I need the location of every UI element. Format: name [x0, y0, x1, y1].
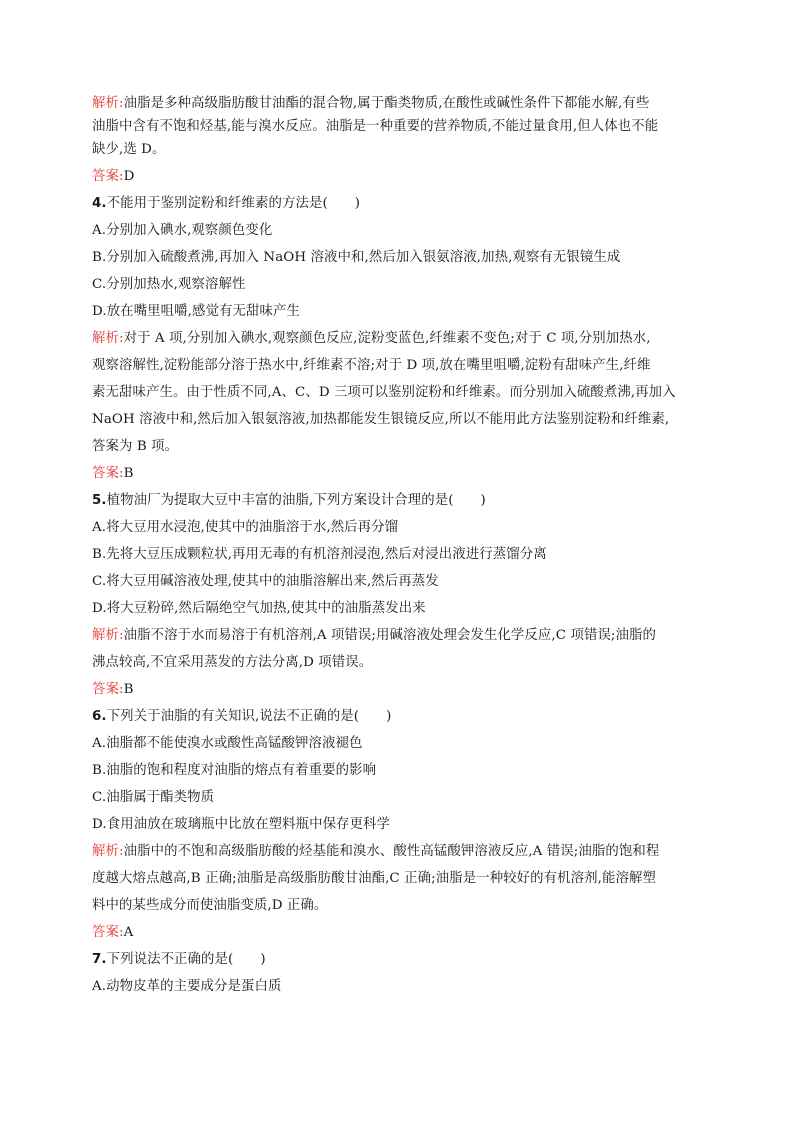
answer-value: D	[123, 169, 135, 184]
question-number: 6.	[92, 709, 107, 724]
question-5-analysis	[92, 624, 704, 674]
question-text: 下列关于油脂的有关知识,说法不正确的是( )	[106, 709, 392, 724]
option-a: A.动物皮革的主要成分是蛋白质	[92, 979, 282, 994]
question-text: 下列说法不正确的是( )	[106, 952, 266, 967]
option-c: C.分别加热水,观察溶解性	[92, 277, 246, 292]
question-number: 4.	[92, 196, 107, 211]
analysis-text: 对于 A 项,分别加入碘水,观察颜色反应,淀粉变蓝色,纤维素不变色;对于 C 项,分别加热水,	[123, 331, 651, 346]
question-number: 7.	[92, 952, 107, 967]
option-b: B.先将大豆压成颗粒状,再用无毒的有机溶剂浸泡,然后对浸出液进行蒸馏分离	[92, 547, 547, 562]
question-5-stem	[92, 489, 704, 512]
analysis-label: 解析:	[92, 628, 124, 643]
option-d: D.将大豆粉碎,然后隔绝空气加热,使其中的油脂蒸发出来	[92, 601, 426, 616]
answer-value: A	[123, 925, 134, 940]
answer-value: B	[123, 682, 134, 697]
analysis-text: 观察溶解性,淀粉能部分溶于热水中,纤维素不溶;对于 D 项,放在嘴里咀嚼,淀粉有甜味产生,纤维	[92, 358, 651, 373]
analysis-label: 解析:	[92, 331, 124, 346]
analysis-label: 解析:	[92, 96, 124, 111]
question-7-stem	[92, 948, 704, 971]
option-b: B.分别加入硫酸煮沸,再加入 NaOH 溶液中和,然后加入银氨溶液,加热,观察有无银镜生成	[92, 250, 621, 265]
question-4-answer	[92, 462, 704, 485]
option-d: D.食用油放在玻璃瓶中比放在塑料瓶中保存更科学	[92, 817, 391, 832]
analysis-text: 素无甜味产生。由于性质不同,A、C、D 三项可以鉴别淀粉和纤维素。而分别加入硫酸煮沸,再加入	[92, 385, 676, 400]
analysis-label: 解析:	[92, 844, 124, 859]
question-6-analysis	[92, 840, 704, 917]
question-text: 植物油厂为提取大豆中丰富的油脂,下列方案设计合理的是( )	[106, 493, 486, 508]
question-3-analysis	[92, 92, 704, 161]
analysis-text: 答案为 B 项。	[92, 439, 179, 454]
answer-label: 答案:	[92, 466, 124, 481]
option-c: C.将大豆用碱溶液处理,使其中的油脂溶解出来,然后再蒸发	[92, 574, 439, 589]
question-4-stem	[92, 192, 704, 215]
analysis-text: 度越大熔点越高,B 正确;油脂是高级脂肪酸甘油酯,C 正确;油脂是一种较好的有机溶剂,能溶解塑	[92, 871, 656, 886]
option-d: D.放在嘴里咀嚼,感觉有无甜味产生	[92, 304, 300, 319]
question-number: 5.	[92, 493, 107, 508]
question-6-stem	[92, 705, 704, 728]
question-3-answer	[92, 165, 704, 188]
answer-label: 答案:	[92, 925, 124, 940]
analysis-text: 油脂中的不饱和高级脂肪酸的烃基能和溴水、酸性高锰酸钾溶液反应,A 错误;油脂的饱和程	[123, 844, 660, 859]
option-b: B.油脂的饱和程度对油脂的熔点有着重要的影响	[92, 763, 377, 778]
analysis-text: 沸点较高,不宜采用蒸发的方法分离,D 项错误。	[92, 655, 373, 670]
option-c: C.油脂属于酯类物质	[92, 790, 215, 805]
answer-label: 答案:	[92, 169, 124, 184]
document-page	[92, 92, 704, 998]
analysis-text: 缺少,选 D。	[92, 142, 166, 157]
analysis-text: 油脂中含有不饱和烃基,能与溴水反应。油脂是一种重要的营养物质,不能过量食用,但人体也不能	[92, 119, 659, 134]
analysis-text: 油脂是多种高级脂肪酸甘油酯的混合物,属于酯类物质,在酸性或碱性条件下都能水解,有些	[123, 96, 650, 111]
analysis-text: 油脂不溶于水而易溶于有机溶剂,A 项错误;用碱溶液处理会发生化学反应,C 项错误;油脂的	[123, 628, 657, 643]
question-4-analysis	[92, 327, 704, 458]
answer-label: 答案:	[92, 682, 124, 697]
option-a: A.油脂都不能使溴水或酸性高锰酸钾溶液褪色	[92, 736, 363, 751]
analysis-text: 料中的某些成分而使油脂变质,D 正确。	[92, 898, 328, 913]
question-5-answer	[92, 678, 704, 701]
option-a: A.将大豆用水浸泡,使其中的油脂溶于水,然后再分馏	[92, 520, 399, 535]
option-a: A.分别加入碘水,观察颜色变化	[92, 223, 273, 238]
analysis-text: NaOH 溶液中和,然后加入银氨溶液,加热都能发生银镜反应,所以不能用此方法鉴别淀粉和纤维素,	[92, 412, 670, 427]
question-6-answer	[92, 921, 704, 944]
answer-value: B	[123, 466, 134, 481]
question-text: 不能用于鉴别淀粉和纤维素的方法是( )	[106, 196, 361, 211]
